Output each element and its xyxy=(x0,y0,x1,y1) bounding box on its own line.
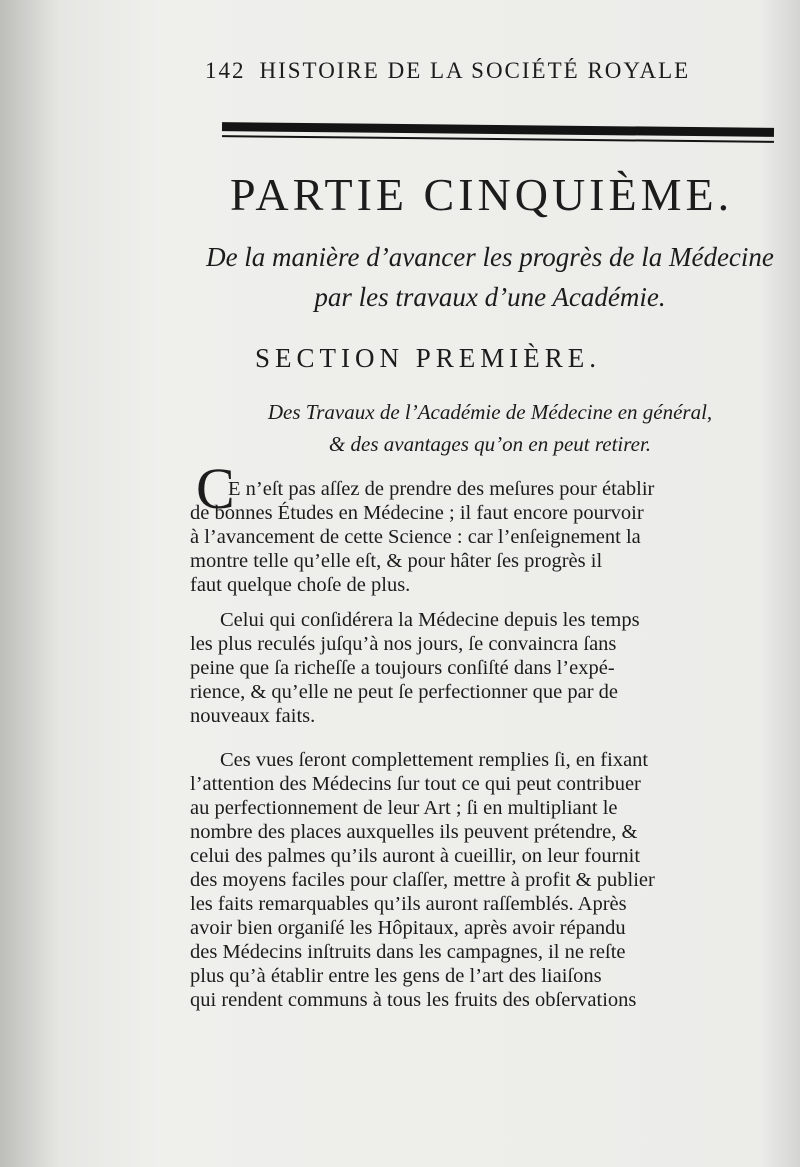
text-line: plus qu’à établir entre les gens de l’art des liaiſons xyxy=(190,965,602,987)
running-head xyxy=(205,58,765,84)
part-subtitle-line-2: par les travaux d’une Académie. xyxy=(314,282,666,312)
text-line: de bonnes Études en Médecine ; il faut encore pourvoir xyxy=(190,502,644,524)
section-title-line-2: & des avantages qu’on en peut retirer. xyxy=(328,432,652,456)
text-line: faut quelque choſe de plus. xyxy=(190,574,411,596)
text-line: celui des palmes qu’ils auront à cueillir, on leur fournit xyxy=(190,845,641,867)
part-heading: PARTIE CINQUIÈME. xyxy=(230,169,734,220)
text-line: avoir bien organiſé les Hôpitaux, après avoir répandu xyxy=(190,917,626,939)
text-line: montre telle qu’elle eſt, & pour hâter ſes progrès il xyxy=(190,550,603,572)
text-line: au perfectionnement de leur Art ; ſi en multipliant le xyxy=(190,797,618,819)
paragraph-2 xyxy=(190,608,770,728)
text-line: les faits remarquables qu’ils auront raſſemblés. Après xyxy=(190,893,627,915)
bleed-through-texture xyxy=(215,95,755,115)
text-line: nouveaux faits. xyxy=(190,705,316,727)
paragraph-1 xyxy=(190,477,770,597)
running-head-title: HISTOIRE DE LA SOCIÉTÉ ROYALE xyxy=(259,58,691,83)
drop-cap: C xyxy=(196,456,235,521)
text-line: qui rendent communs à tous les fruits des obſervations xyxy=(190,989,637,1011)
text-line: à l’avancement de cette Science : car l’enſeignement la xyxy=(190,526,641,548)
text-line: nombre des places auxquelles ils peuvent prétendre, & xyxy=(190,821,638,843)
text-line: Ces vues ſeront complettement remplies ſi, en fixant xyxy=(220,749,649,771)
paragraph-3 xyxy=(190,748,770,1012)
section-heading: SECTION PREMIÈRE. xyxy=(255,343,602,373)
header-rule-thin xyxy=(222,135,774,143)
part-subtitle-line-1: De la manière d’avancer les progrès de la Médecine xyxy=(206,242,774,272)
text-line: Celui qui conſidérera la Médecine depuis les temps xyxy=(220,609,640,631)
text-line: des Médecins inſtruits dans les campagnes, il ne reſte xyxy=(190,941,626,963)
section-title-line-1: Des Travaux de l’Académie de Médecine en général, xyxy=(267,400,713,424)
text-line: E n’eſt pas aſſez de prendre des meſures pour établir xyxy=(228,478,655,500)
text-line: les plus reculés juſqu’à nos jours, ſe convaincra ſans xyxy=(190,633,617,655)
text-line: peine que ſa richeſſe a toujours conſiſté dans l’expé- xyxy=(190,657,615,679)
text-line: rience, & qu’elle ne peut ſe perfectionner que par de xyxy=(190,681,619,703)
page-number: 142 xyxy=(205,58,246,83)
text-line: l’attention des Médecins ſur tout ce qui peut contribuer xyxy=(190,773,641,795)
header-rule-thick xyxy=(222,122,774,137)
text-line: des moyens faciles pour claſſer, mettre à profit & publier xyxy=(190,869,655,891)
